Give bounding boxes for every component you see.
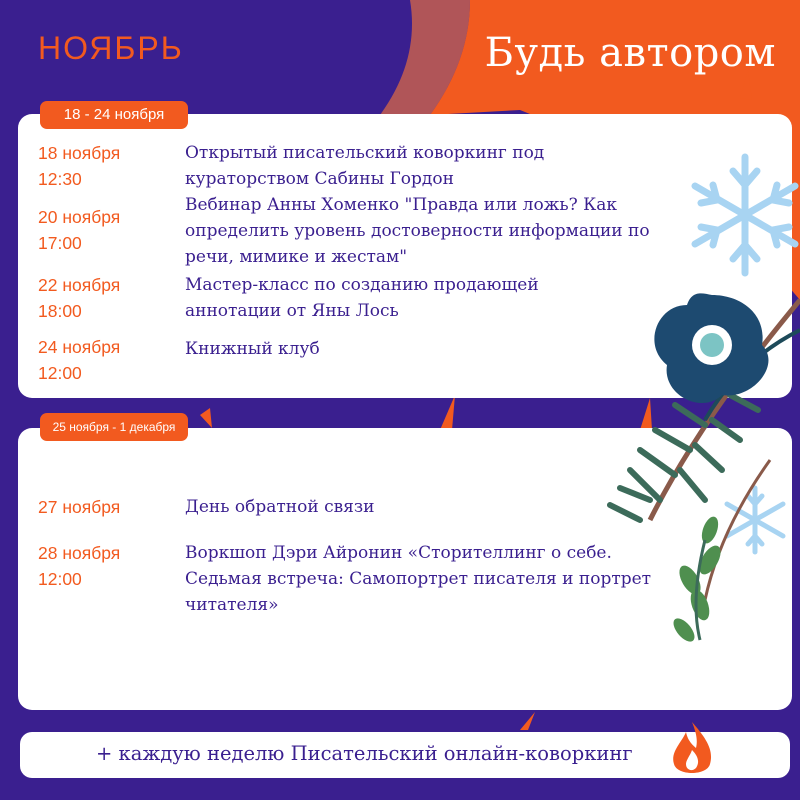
event-title: Мастер-класс по созданию продающей аннотации от Яны Лось bbox=[185, 275, 539, 321]
event-date: 18 ноября 12:30 bbox=[38, 143, 121, 189]
flame-spike bbox=[440, 395, 455, 430]
month-title: НОЯБРЬ bbox=[38, 30, 184, 66]
event-date: 20 ноября 17:00 bbox=[38, 207, 121, 253]
week-badge-2: 25 ноября - 1 декабря bbox=[40, 413, 188, 441]
event-date: 24 ноября 12:00 bbox=[38, 337, 121, 383]
event-title: Открытый писательский коворкинг под кураторством Сабины Гордон bbox=[185, 143, 545, 189]
event-title: Воркшоп Дэри Айронин «Сторителлинг о себе. Седьмая встреча: Самопортрет писателя и портрет читателя» bbox=[185, 543, 652, 615]
event-title: Вебинар Анны Хоменко "Правда или ложь? Как определить уровень достоверности информации по речи, мимике и жестам" bbox=[185, 195, 650, 267]
flame-spike bbox=[640, 398, 652, 430]
week-badge-1: 18 - 24 ноября bbox=[40, 101, 188, 129]
event-date: 28 ноября 12:00 bbox=[38, 543, 121, 589]
brand-title: Будь автором bbox=[484, 30, 776, 76]
flame-spike bbox=[520, 712, 535, 730]
footer-text: + каждую неделю Писательский онлайн-коворкинг bbox=[96, 742, 633, 765]
event-title: Книжный клуб bbox=[185, 339, 320, 359]
event-date: 22 ноября 18:00 bbox=[38, 275, 121, 321]
event-title: День обратной связи bbox=[185, 497, 375, 517]
flame-spike bbox=[200, 408, 212, 428]
event-date: 27 ноября bbox=[38, 497, 121, 517]
